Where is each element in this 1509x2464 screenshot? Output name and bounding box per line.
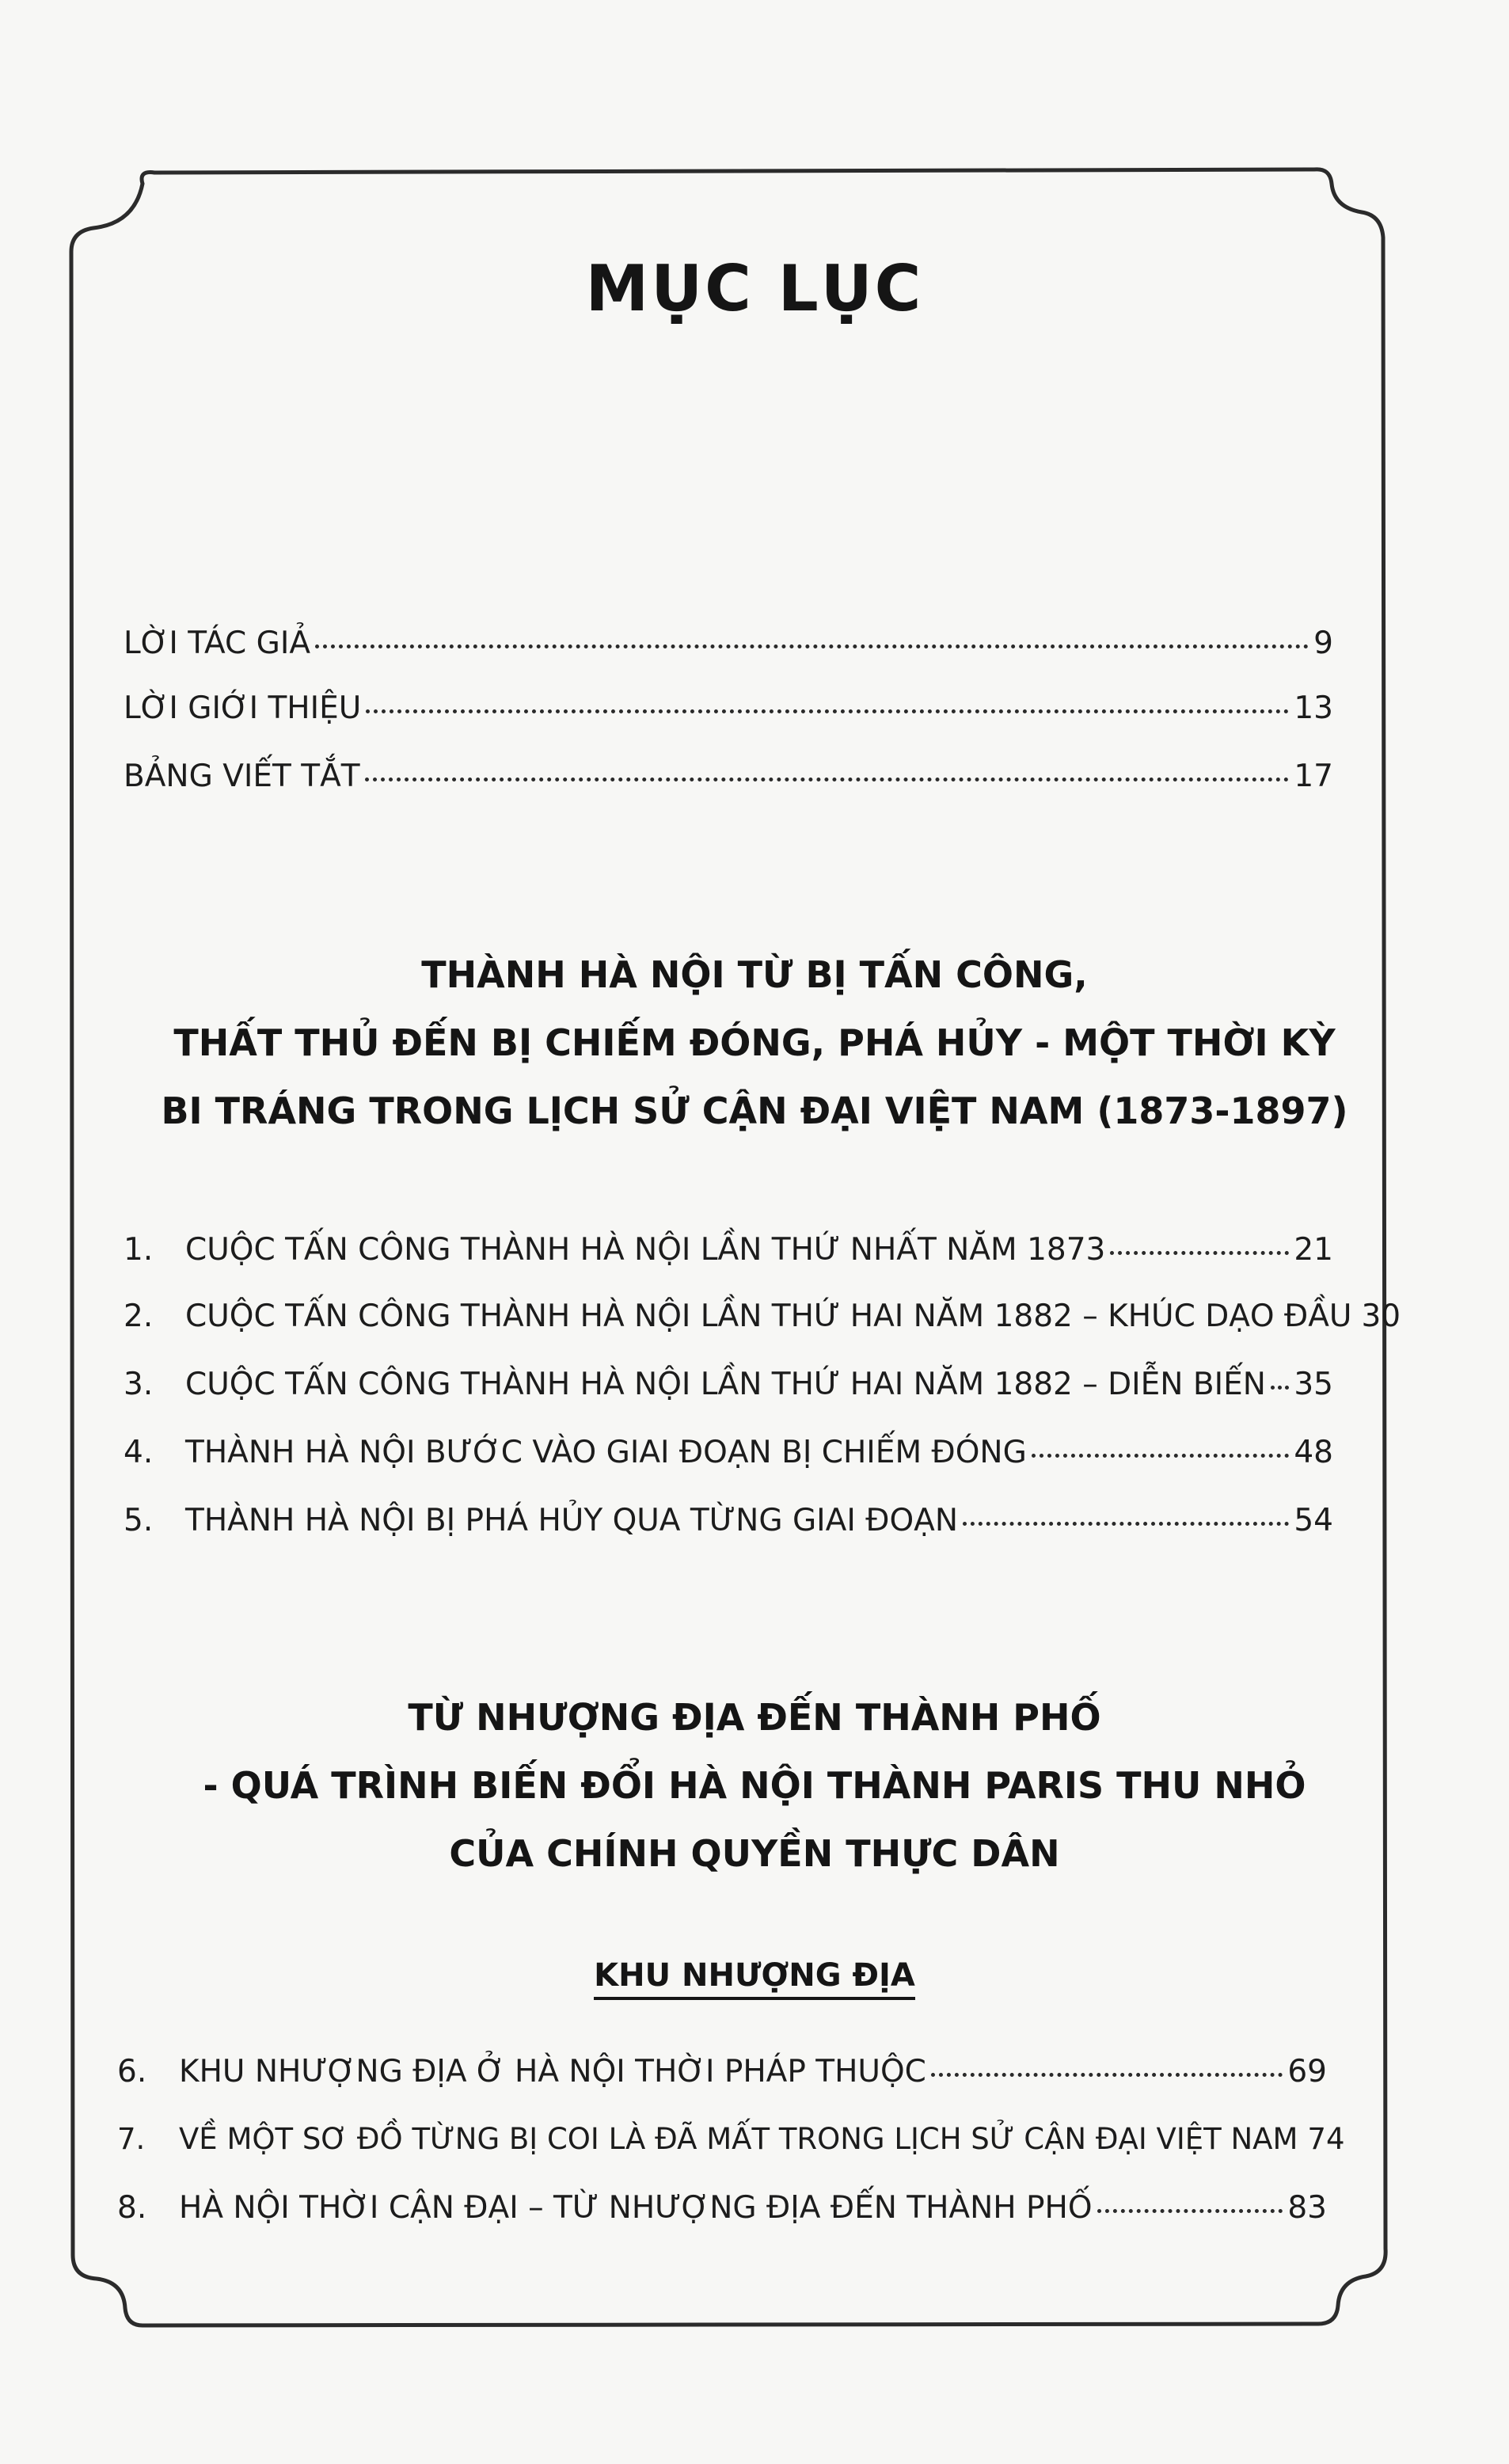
- dot-leader: [315, 643, 1309, 648]
- toc-entry-1[interactable]: [124, 1232, 1333, 1268]
- dot-leader: [1032, 1452, 1290, 1458]
- part2-title-line: CỦA CHÍNH QUYỀN THỰC DÂN: [449, 1832, 1060, 1875]
- dot-leader: [366, 708, 1289, 713]
- toc-entry-page: 69: [1287, 2054, 1327, 2089]
- subsection-heading: [0, 1957, 1509, 1994]
- toc-entry-page: 13: [1294, 690, 1333, 726]
- part1-title-line: THẤT THỦ ĐẾN BỊ CHIẾM ĐÓNG, PHÁ HỦY - MỘT THỜI KỲ: [173, 1021, 1336, 1064]
- part1-title-line: BI TRÁNG TRONG LỊCH SỬ CẬN ĐẠI VIỆT NAM (1873-1897): [161, 1089, 1348, 1132]
- toc-entry-page: 35: [1294, 1367, 1333, 1402]
- dot-leader: [1271, 1384, 1289, 1390]
- toc-entry-loi-tac-gia[interactable]: [124, 626, 1333, 661]
- toc-entry-label: HÀ NỘI THỜI CẬN ĐẠI – TỪ NHƯỢNG ĐỊA ĐẾN THÀNH PHỐ: [179, 2190, 1093, 2226]
- toc-entry-label: CUỘC TẤN CÔNG THÀNH HÀ NỘI LẦN THỨ HAI NĂM 1882 – KHÚC DẠO ĐẦU: [185, 1299, 1352, 1334]
- dot-leader: [931, 2071, 1283, 2077]
- toc-entry-page: 9: [1313, 626, 1333, 661]
- toc-entry-number: 2.: [124, 1299, 154, 1334]
- toc-entry-label: CUỘC TẤN CÔNG THÀNH HÀ NỘI LẦN THỨ HAI NĂM 1882 – DIỄN BIẾN: [185, 1367, 1266, 1402]
- toc-entry-label: LỜI GIỚI THIỆU: [124, 690, 362, 726]
- toc-entry-label: THÀNH HÀ NỘI BƯỚC VÀO GIAI ĐOẠN BỊ CHIẾM ĐÓNG: [185, 1435, 1027, 1470]
- toc-entry-page: 74: [1307, 2122, 1345, 2156]
- toc-entry-number: 1.: [124, 1232, 154, 1268]
- dot-leader: [963, 1520, 1289, 1526]
- dot-leader: [1097, 2207, 1283, 2213]
- toc-entry-page: 21: [1294, 1232, 1333, 1268]
- toc-entry-label: THÀNH HÀ NỘI BỊ PHÁ HỦY QUA TỪNG GIAI ĐOẠN: [185, 1503, 959, 1538]
- toc-entry-4[interactable]: [124, 1435, 1333, 1470]
- toc-entry-label: BẢNG VIẾT TẮT: [124, 759, 360, 794]
- toc-entry-page: 48: [1294, 1435, 1333, 1470]
- toc-entry-label: KHU NHƯỢNG ĐỊA Ở HÀ NỘI THỜI PHÁP THUỘC: [179, 2054, 926, 2089]
- toc-entry-number: 5.: [124, 1503, 154, 1538]
- toc-entry-label: VỀ MỘT SƠ ĐỒ TỪNG BỊ COI LÀ ĐÃ MẤT TRONG LỊCH SỬ CẬN ĐẠI VIỆT NAM: [179, 2122, 1298, 2156]
- toc-entry-page: 30: [1361, 1299, 1401, 1334]
- dot-leader: [1110, 1249, 1289, 1255]
- toc-entry-number: 6.: [117, 2054, 147, 2089]
- subsection-heading-text: KHU NHƯỢNG ĐỊA: [594, 1957, 915, 2000]
- toc-entry-label: CUỘC TẤN CÔNG THÀNH HÀ NỘI LẦN THỨ NHẤT NĂM 1873: [185, 1232, 1106, 1268]
- toc-entry-6[interactable]: [117, 2054, 1327, 2089]
- toc-entry-bang-viet-tat[interactable]: [124, 759, 1333, 794]
- dot-leader: [365, 776, 1290, 781]
- toc-entry-page: 83: [1287, 2190, 1327, 2226]
- part1-title-line: THÀNH HÀ NỘI TỪ BỊ TẤN CÔNG,: [421, 953, 1088, 996]
- toc-entry-number: 3.: [124, 1367, 154, 1402]
- toc-entry-loi-gioi-thieu[interactable]: [124, 690, 1333, 726]
- toc-entry-3[interactable]: [124, 1367, 1333, 1402]
- toc-entry-7[interactable]: [117, 2122, 1345, 2156]
- toc-entry-page: 17: [1294, 759, 1333, 794]
- toc-entry-number: 8.: [117, 2190, 147, 2226]
- page-title: MỤC LỤC: [585, 252, 924, 325]
- toc-entry-number: 7.: [117, 2122, 146, 2156]
- part2-title-line: TỪ NHƯỢNG ĐỊA ĐẾN THÀNH PHỐ: [408, 1696, 1101, 1739]
- part2-title-line: - QUÁ TRÌNH BIẾN ĐỔI HÀ NỘI THÀNH PARIS THU NHỎ: [203, 1764, 1306, 1807]
- toc-entry-number: 4.: [124, 1435, 154, 1470]
- toc-entry-label: LỜI TÁC GIẢ: [124, 626, 311, 661]
- toc-entry-2[interactable]: [124, 1299, 1401, 1334]
- toc-entry-5[interactable]: [124, 1503, 1333, 1538]
- toc-entry-page: 54: [1294, 1503, 1333, 1538]
- toc-entry-8[interactable]: [117, 2190, 1327, 2226]
